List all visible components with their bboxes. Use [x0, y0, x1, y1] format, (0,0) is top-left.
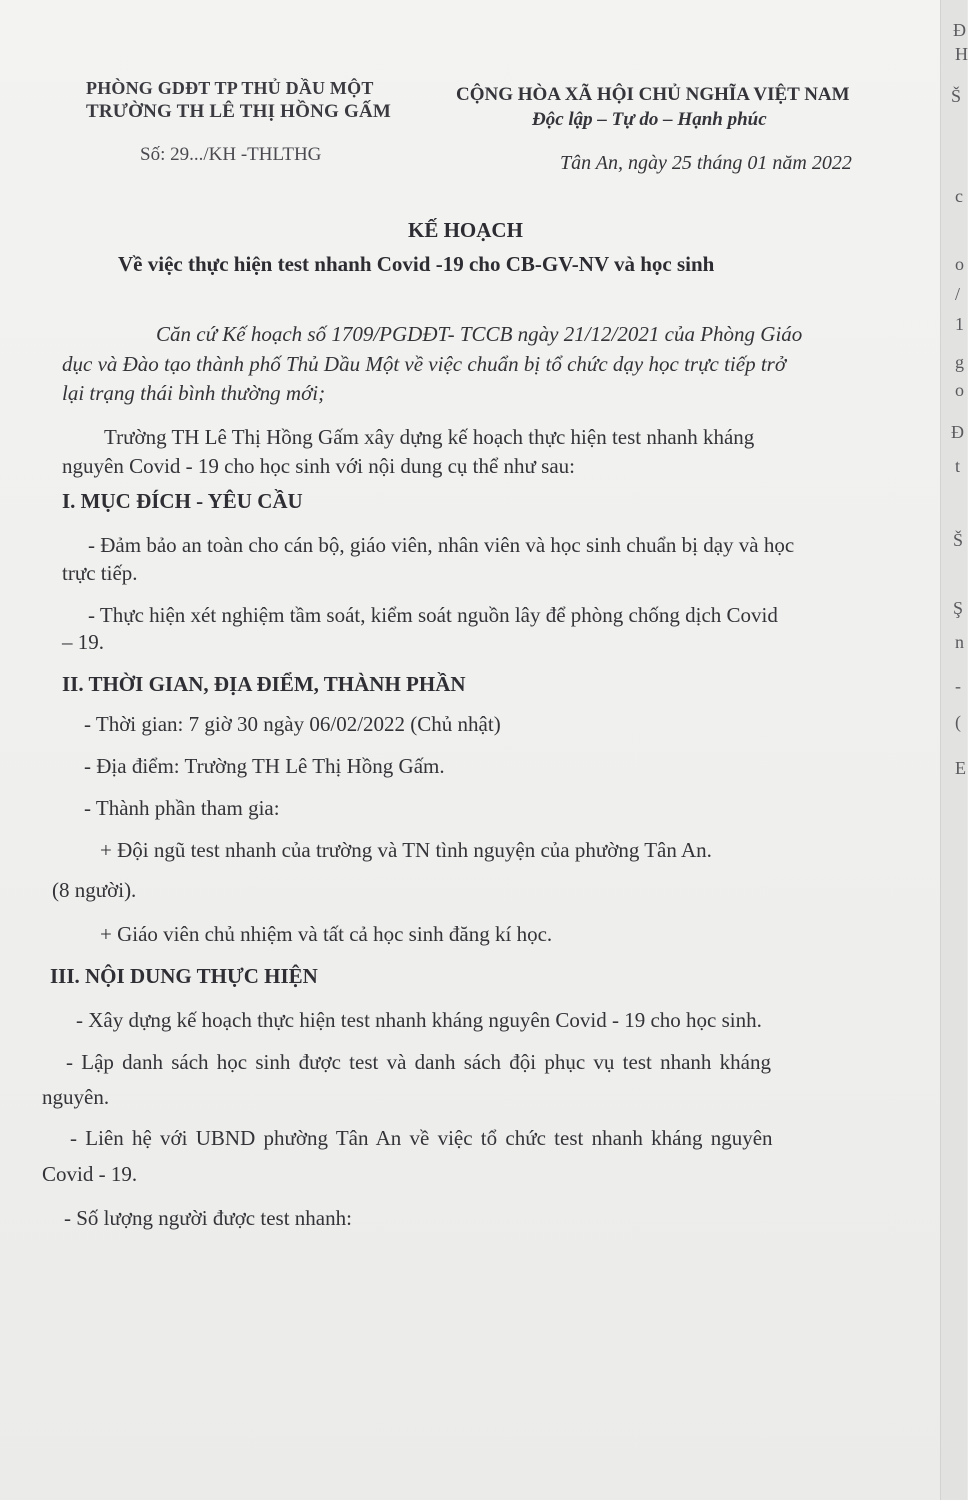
section-1-heading: I. MỤC ĐÍCH - YÊU CẦU — [62, 489, 303, 513]
document-subtitle: Về việc thực hiện test nhanh Covid -19 cho CB-GV-NV và học sinh — [118, 252, 715, 276]
section-1-item-1-line-2: trực tiếp. — [62, 561, 138, 585]
nation-line-2: Độc lập – Tự do – Hạnh phúc — [532, 109, 767, 130]
section-2-member-2: + Giáo viên chủ nhiệm và tất cả học sinh đăng kí học. — [100, 922, 553, 946]
edge-char: H — [955, 44, 968, 64]
section-1-item-1-line-1: - Đảm bảo an toàn cho cán bộ, giáo viên, nhân viên và học sinh chuẩn bị dạy và học — [88, 533, 795, 557]
edge-char: / — [955, 284, 961, 304]
section-3-item-3-line-1: - Liên hệ với UBND phường Tân An về việc tổ chức test nhanh kháng nguyên — [70, 1126, 773, 1150]
basis-line-1: Căn cứ Kế hoạch số 1709/PGDĐT- TCCB ngày 21/12/2021 của Phòng Giáo — [156, 322, 803, 346]
edge-char: o — [955, 380, 964, 400]
nation-line-1: CỘNG HÒA XÃ HỘI CHỦ NGHĨA VIỆT NAM — [456, 84, 850, 105]
section-3-item-2-line-2: nguyên. — [42, 1085, 110, 1109]
section-2-member-1-line-2: (8 người). — [52, 878, 137, 902]
agency-line-1: PHÒNG GDĐT TP THỦ DẦU MỘT — [86, 78, 374, 98]
section-1-item-2-line-2: – 19. — [62, 630, 104, 654]
edge-char: o — [955, 254, 964, 274]
edge-char: Đ — [953, 20, 966, 40]
agency-line-2: TRƯỜNG TH LÊ THỊ HỒNG GẤM — [86, 101, 391, 122]
document-title: KẾ HOẠCH — [408, 218, 523, 242]
plan-line-1: Trường TH Lê Thị Hồng Gấm xây dựng kế hoạch thực hiện test nhanh kháng — [104, 425, 755, 449]
edge-char: Ş — [953, 598, 964, 618]
edge-char: Š — [951, 86, 962, 106]
place-date: Tân An, ngày 25 tháng 01 năm 2022 — [560, 152, 852, 174]
section-2-members: - Thành phần tham gia: — [84, 796, 280, 820]
section-3-item-2-line-1: - Lập danh sách học sinh được test và danh sách đội phục vụ test nhanh kháng — [66, 1050, 771, 1074]
edge-char: Š — [953, 530, 964, 550]
section-3-heading: III. NỘI DUNG THỰC HIỆN — [50, 964, 318, 988]
edge-char: - — [955, 676, 961, 696]
basis-line-2: dục và Đào tạo thành phố Thủ Dầu Một về việc chuẩn bị tổ chức dạy học trực tiếp trở — [62, 352, 787, 376]
section-2-heading: II. THỜI GIAN, ĐỊA ĐIỂM, THÀNH PHẦN — [62, 672, 466, 696]
section-2-time: - Thời gian: 7 giờ 30 ngày 06/02/2022 (Chủ nhật) — [84, 712, 501, 736]
edge-char: 1 — [955, 314, 964, 334]
edge-char: t — [955, 456, 961, 476]
basis-line-3: lại trạng thái bình thường mới; — [62, 381, 326, 405]
edge-char: n — [955, 632, 964, 652]
next-page-edge — [940, 0, 967, 1500]
edge-char: Đ — [951, 422, 964, 442]
edge-char: g — [955, 352, 964, 372]
plan-line-2: nguyên Covid - 19 cho học sinh với nội dung cụ thể như sau: — [62, 454, 576, 478]
section-3-item-4: - Số lượng người được test nhanh: — [64, 1206, 352, 1230]
section-3-item-3-line-2: Covid - 19. — [42, 1162, 138, 1186]
edge-char: ( — [955, 712, 961, 732]
section-1-item-2-line-1: - Thực hiện xét nghiệm tầm soát, kiểm soát nguồn lây để phòng chống dịch Covid — [88, 603, 778, 627]
edge-char: c — [955, 186, 963, 206]
section-2-place: - Địa điểm: Trường TH Lê Thị Hồng Gấm. — [84, 754, 445, 778]
document-number: Số: 29.../KH -THLTHG — [140, 144, 322, 165]
edge-char: E — [955, 758, 966, 778]
section-3-item-1: - Xây dựng kế hoạch thực hiện test nhanh kháng nguyên Covid - 19 cho học sinh. — [76, 1008, 762, 1032]
section-2-member-1-line-1: + Đội ngũ test nhanh của trường và TN tình nguyện của phường Tân An. — [100, 838, 712, 862]
